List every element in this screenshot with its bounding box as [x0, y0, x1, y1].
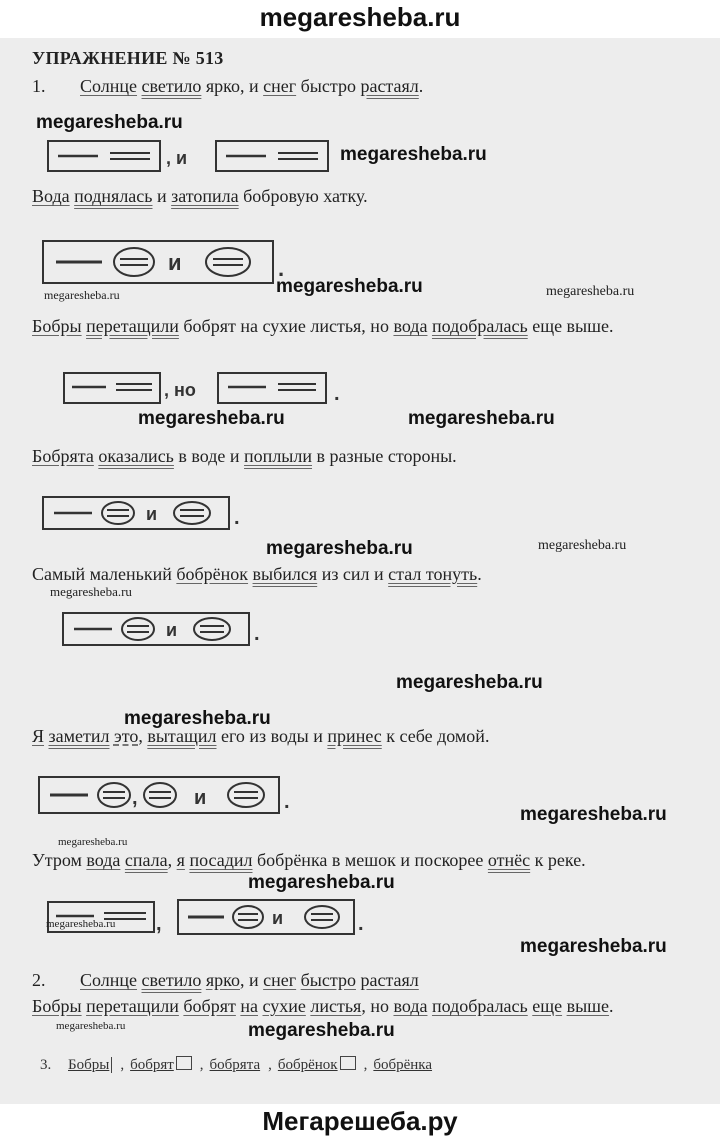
sentence-6 — [32, 726, 489, 747]
predicate: поднялась — [74, 186, 153, 206]
predicate: оказались — [98, 446, 174, 466]
word: подобралась — [431, 996, 528, 1016]
subject: Солнце — [80, 76, 138, 96]
subject: Бобры — [32, 316, 82, 336]
predicate: отнёс — [487, 850, 531, 870]
period: . — [358, 913, 364, 935]
separator: , — [199, 1057, 204, 1073]
text: и — [152, 186, 172, 206]
text: к реке. — [530, 850, 586, 870]
subject: бобрёнок — [176, 564, 249, 584]
text: бобрят на сухие листья, но — [178, 316, 394, 336]
text: к себе домой. — [381, 726, 490, 746]
subject: Солнце — [80, 970, 138, 990]
text: бобрёнка в мешок и поскорее — [252, 850, 488, 870]
text: Утром — [32, 850, 87, 870]
sentence-scheme-5 — [60, 610, 270, 650]
sentence-7 — [32, 850, 586, 871]
sentence-scheme-4 — [40, 494, 250, 534]
part2-sentence-2 — [32, 996, 614, 1017]
comma: , — [132, 787, 138, 809]
word: выше — [566, 996, 610, 1016]
period: . — [254, 623, 260, 645]
conjunction-label: , но — [164, 380, 196, 400]
predicate: светило — [141, 76, 202, 96]
predicate: поплыли — [244, 446, 313, 466]
predicate: подобралась — [431, 316, 528, 336]
text: в воде и — [173, 446, 245, 466]
part-number: 2. — [32, 970, 46, 990]
watermark: megaresheba.ru — [36, 112, 183, 133]
period: . — [234, 507, 240, 529]
word: Бобры — [32, 996, 82, 1016]
watermark: megaresheba.ru — [340, 144, 487, 165]
subject: снег — [263, 76, 297, 96]
predicate: вытащил — [147, 726, 217, 746]
predicate: заметил — [48, 726, 110, 746]
predicate: стал тонуть — [388, 564, 478, 584]
text: , и — [240, 970, 264, 990]
sentence-2 — [32, 186, 368, 207]
sentence-3 — [32, 316, 614, 337]
conjunction-label: и — [168, 250, 182, 275]
word: вода — [393, 996, 428, 1016]
watermark: megaresheba.ru — [50, 584, 132, 599]
separator: , — [120, 1057, 125, 1073]
sentence-scheme-6 — [36, 774, 306, 818]
watermark: megaresheba.ru — [44, 288, 120, 302]
text: , — [167, 850, 177, 870]
watermark: megaresheba.ru — [248, 872, 395, 893]
analyzed-word: бобрята — [209, 1057, 261, 1073]
text: быстро — [296, 76, 361, 96]
sentence-1 — [32, 76, 423, 97]
text: , но — [361, 996, 394, 1016]
text: . — [418, 76, 424, 96]
sentence-4 — [32, 446, 457, 467]
watermark: megaresheba.ru — [538, 538, 627, 553]
watermark: megaresheba.ru — [138, 408, 285, 429]
subject: Я — [32, 726, 45, 746]
analyzed-word: бобрёнка — [373, 1057, 433, 1073]
site-header: megaresheba.ru — [0, 0, 720, 38]
subject: Вода — [32, 186, 70, 206]
text: из сил и — [317, 564, 389, 584]
predicate: посадил — [189, 850, 253, 870]
subject: снег — [263, 970, 297, 990]
separator: , — [268, 1057, 272, 1073]
text: . — [609, 996, 614, 1016]
predicate: растаял — [360, 76, 419, 96]
watermark: megaresheba.ru — [546, 284, 635, 299]
sentence-scheme-1 — [44, 138, 334, 176]
watermark: megaresheba.ru — [266, 538, 413, 559]
predicate: растаял — [360, 970, 419, 990]
watermark: megaresheba.ru — [124, 708, 271, 729]
watermark: megaresheba.ru — [408, 408, 555, 429]
period: . — [278, 256, 285, 281]
word: бобрят — [183, 996, 236, 1016]
period: . — [334, 383, 340, 405]
part2-sentence-1 — [32, 970, 419, 991]
word: на — [240, 996, 258, 1016]
word: быстро — [300, 970, 356, 990]
part3-word-analysis — [40, 1056, 432, 1074]
subject: вода — [86, 850, 121, 870]
subject: Бобрята — [32, 446, 94, 466]
text: его из воды и — [216, 726, 328, 746]
sentence-5 — [32, 564, 482, 585]
exercise-title: УПРАЖНЕНИЕ № 513 — [32, 48, 224, 68]
text: , — [138, 726, 148, 746]
text: еще выше. — [527, 316, 614, 336]
text: бобровую хатку. — [238, 186, 368, 206]
subject: я — [176, 850, 185, 870]
text: . — [477, 564, 482, 584]
zero-ending-icon — [340, 1056, 356, 1070]
conjunction-label: , и — [166, 148, 188, 168]
conjunction-label: и — [166, 620, 178, 640]
conjunction-label: и — [146, 504, 158, 524]
predicate: выбился — [252, 564, 318, 584]
watermark: megaresheba.ru — [520, 936, 667, 957]
watermark: megaresheba.ru — [46, 918, 116, 930]
watermark: megaresheba.ru — [396, 672, 543, 693]
sentence-scheme-3 — [60, 370, 350, 408]
sentence-scheme-2 — [40, 238, 290, 288]
period: . — [284, 791, 290, 813]
part-number: 1. — [32, 76, 46, 96]
analyzed-word: Бобры — [68, 1057, 112, 1073]
separator: , — [363, 1057, 368, 1073]
analyzed-word: бобрят — [130, 1057, 174, 1073]
site-footer: Мегарешеба.ру — [0, 1104, 720, 1138]
subject: вода — [393, 316, 428, 336]
word: перетащили — [86, 996, 179, 1016]
conjunction-label: и — [194, 787, 207, 809]
watermark: megaresheba.ru — [248, 1020, 395, 1041]
zero-ending-icon — [176, 1056, 192, 1070]
word: ярко — [205, 970, 240, 990]
text: ярко, и — [201, 76, 264, 96]
watermark: megaresheba.ru — [276, 276, 423, 297]
text: Самый маленький — [32, 564, 177, 584]
conjunction-label: и — [272, 908, 284, 928]
word: еще — [532, 996, 563, 1016]
predicate: принес — [327, 726, 382, 746]
object: это — [113, 726, 139, 746]
analyzed-word: бобрёнок — [277, 1057, 338, 1073]
comma: , — [156, 913, 162, 935]
part-number: 3. — [40, 1057, 52, 1073]
word: сухие — [262, 996, 306, 1016]
predicate: светило — [141, 970, 202, 990]
watermark: megaresheba.ru — [56, 1020, 126, 1032]
predicate: перетащили — [86, 316, 179, 336]
predicate: спала — [124, 850, 168, 870]
word: листья — [310, 996, 362, 1016]
text: в разные стороны. — [312, 446, 457, 466]
predicate: затопила — [171, 186, 239, 206]
watermark: megaresheba.ru — [58, 836, 128, 848]
watermark: megaresheba.ru — [520, 804, 667, 825]
